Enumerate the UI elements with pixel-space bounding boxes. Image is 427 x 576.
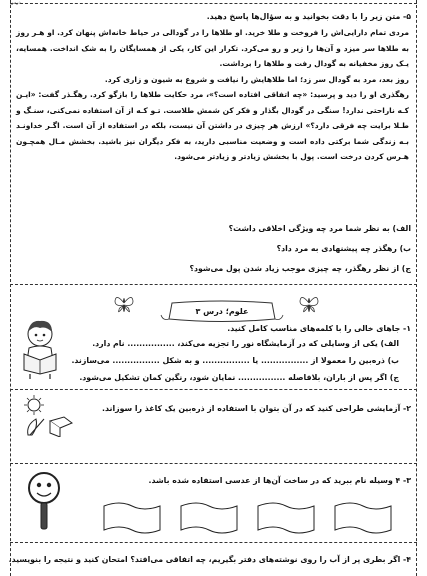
answer-box-2: [177, 500, 241, 536]
q3-title: ۳- ۴ وسیله نام ببرید که در ساخت آن‌ها از عدسی استفاده شده باشد.: [148, 476, 411, 485]
q5-title: ۵- متن زیر را با دقت بخوانید و به سؤال‌ها پاسخ دهید.: [206, 12, 411, 21]
q5-sub-b: ب) رهگذر چه پیشنهادی به مرد داد؟: [276, 244, 411, 253]
butterfly-right-icon: [298, 293, 320, 317]
story-paragraph-3: رهگذری او را دید و پرسید: «چه اتفاقی افتاده است؟»، مرد حکایت طلاها را بازگو کرد. رهگـذر گفت: «ایـن کـه ناراحتی ندارد! سنگی در گودال بگذار و فکر کن شمش طلاست. تـو کـه از آن استفاده نمی‌کنی، سنـگ و طـلا برایت چه فرقی دارد؟» ارزش هر چیزی در داشتن آن نیست، بلکه در استفاده از آن است. اگـر خداونـد بـه زندگی شما برکتی داده است و وضعیت مناسبی دارید، به فکر دیگران نیز باشید. بخشش مـال همچـون هـرس کردن درخت است. پول با بخشش زیادتر و زیادتر می‌شود.: [16, 90, 409, 161]
q5-sub-a: الف) به نظر شما مرد چه ویژگی اخلاقی داشت؟: [228, 224, 411, 233]
q1-part-a: الف) یکی از وسایلی که در آزمایشگاه نور را تجزیه می‌کند، ................ نام دارد.: [92, 339, 399, 348]
q5-sub-c: ج) از نظر رهگذر، چه چیزی موجب زیاد شدن پول می‌شود؟: [189, 264, 411, 273]
answer-box-4: [331, 500, 395, 536]
answer-box-1: [100, 500, 164, 536]
q1-title: ۱- جاهای خالی را با کلمه‌های مناسب کامل کنید.: [227, 324, 411, 333]
section-divider: [10, 284, 417, 285]
q4-title: ۴- اگر بطری پر از آب را روی نوشته‌های دفتر بگیریم، چه اتفاقی می‌افتد؟ امتحان کنید و نتیجه را بنویسید.: [8, 555, 411, 564]
top-dashed-border: [10, 3, 417, 4]
lesson-title: علوم؛ درس ۳: [195, 307, 249, 316]
q2-title: ۲- آزمایشی طراحی کنید که در آن بتوان با استفاده از ذره‌بین یک کاغذ را سوزاند.: [102, 404, 411, 413]
section-divider-2: [10, 389, 417, 390]
right-dashed-border: [416, 0, 417, 576]
butterfly-left-icon: [113, 293, 135, 317]
section-divider-4: [10, 542, 417, 543]
story-paragraph-1: مردی تمام دارایی‌اش را فروخت و طلا خرید. او طلاها را در گودالی در حیاط خانه‌اش پنهان کرد. او هـر روز به طلاها سر میزد و آن‌ها را زیر و رو می‌کرد. تکرار این کار، یکی از همسایگان را به شک انداخت. همسایه، یـک روز مخفیانه به گودال رفت و طلاها را برداشت.: [16, 28, 409, 68]
q1-part-b: ب) ذره‌بین را معمولا از ................ یا ................ و به شکل ................ می‌سازند.: [71, 356, 399, 365]
lesson-banner: [147, 299, 297, 325]
left-dashed-border: [10, 0, 11, 576]
q1-part-c: ج) اگر پس از باران، بلافاصله ................ نمایان شود، رنگین کمان تشکیل می‌شود.: [79, 373, 399, 382]
corner-mark: درس: [10, 0, 21, 6]
section-divider-3: [10, 463, 417, 464]
worksheet-page: [10, 0, 417, 576]
magnifier-character-icon: [24, 470, 64, 532]
sun-magnifier-paper-icon: [20, 395, 80, 437]
story-paragraph-2: روز بعد، مرد به گودال سر زد؛ اما طلاهایش را نیافت و شروع به شیون و زاری کرد.: [104, 74, 409, 84]
story-text: [16, 25, 409, 165]
boy-reading-icon: [16, 318, 64, 380]
answer-box-3: [254, 500, 318, 536]
